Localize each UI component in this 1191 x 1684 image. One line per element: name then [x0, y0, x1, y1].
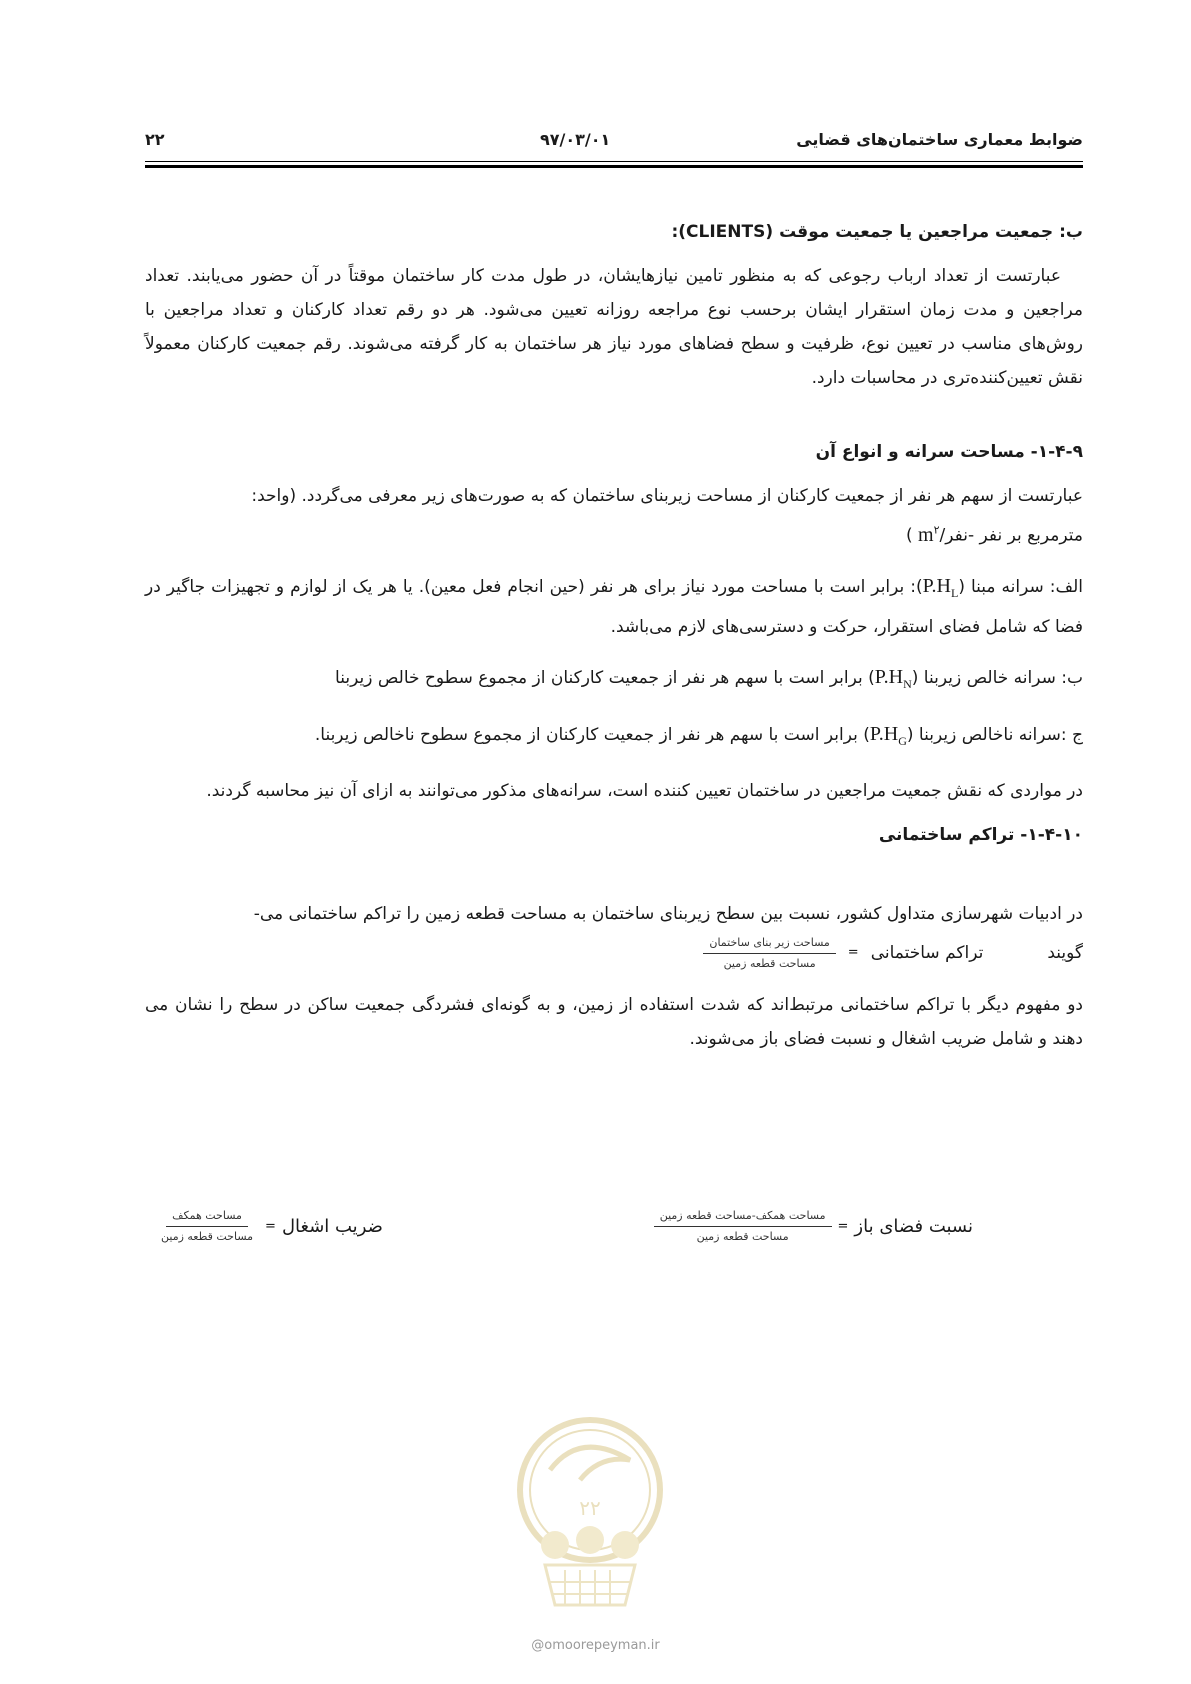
per-capita-heading: ۱-۴-۹- مساحت سرانه و انواع آن [815, 442, 1083, 462]
document-date: ۹۷/۰۳/۰۱ [540, 130, 611, 149]
per-capita-item-c: ج :سرانه ناخالص زیربنا $(P.H_G)$ برابر است با سهم هر نفر از جمعیت کارکنان از مجموع سطوح ناخالص زیربنا. [314, 722, 1083, 748]
per-capita-intro-line1: عبارتست از سهم هر نفر از جمعیت کارکنان از مساحت زیربنای ساختمان که به صورت‌های زیر معرفی می‌گردد. (واحد: [251, 486, 1083, 506]
per-capita-intro: عبارتست از سهم هر نفر از جمعیت کارکنان از مساحت زیربنای ساختمان که به صورت‌های زیر معرفی می‌گردد. (واحد: مترمربع بر نفر $-نفر/m^۲$ ) [251, 486, 1083, 546]
density-paragraph-2: دو مفهوم دیگر با تراکم ساختمانی مرتبط‌اند که شدت استفاده از زمین، و به گونه‌ای فشردگی جمعیت ساکن در سطح را نشان می دهند و شامل ضریب اشغال و نسبت فضای باز می‌شوند. [145, 994, 1083, 1049]
clients-heading: ب: جمعیت مراجعین یا جمعیت موقت (CLIENTS): [671, 222, 1083, 242]
header-rule-thick [145, 165, 1083, 168]
bottom-formulas [145, 1208, 1083, 1278]
page-header [145, 130, 1083, 160]
page-number: ۲۲ [145, 130, 165, 149]
unit-m: $m^۲$ [918, 523, 940, 546]
occupancy-fraction: $\frac{\text{مساحت همکف}}{\text{مساحت قطعه زمین}}$ [161, 1209, 254, 1243]
occupancy-formula: ضریب اشغال = $\frac{\text{مساحت همکف}}{\text{مساحت قطعه زمین}}$ [155, 1208, 383, 1245]
open-space-formula: نسبت فضای باز = $\frac{\text{مساحت همکف-مساحت قطعه زمین}}{\text{مساحت قطعه زمین}}$ [654, 1208, 973, 1245]
document-title: ضوابط معماری ساختمان‌های قضایی [796, 130, 1083, 149]
header-rule-thin [145, 161, 1083, 162]
per-capita-item-b: ب: سرانه خالص زیربنا $(P.H_N)$ برابر است با سهم هر نفر از جمعیت کارکنان از مجموع سطوح خالص زیربنا [335, 665, 1083, 691]
per-capita-intro-line2: مترمربع بر نفر -نفر/ [939, 525, 1083, 546]
seal-page-number: ۲۲ [579, 1496, 601, 1520]
website-watermark: @omoorepeyman.ir [531, 1638, 660, 1653]
density-formula-lead: گویند [1047, 943, 1083, 964]
clients-paragraph: عبارتست از تعداد ارباب رجوعی که به منظور تامین نیازهایشان، در طول مدت کار ساختمان موقتاً در آن حضور می‌یابند. تعداد مراجعین و مدت زمان استقرار ایشان برحسب نوع مراجعه روزانه تعیین می‌شود. هر دو رقم تعداد کارکنان و تعداد مراجعین با روش‌های مناسب در تعیین نوع، ظرفیت و سطح فضاهای مورد نیاز هر ساختمان به کار گرفته می‌شوند. رقم جمعیت کارکنان معمولاً نقش تعیین‌کننده‌تری در محاسبات دارد. [145, 266, 1083, 388]
open-space-fraction: $\frac{\text{مساحت همکف-مساحت قطعه زمین}}{\text{مساحت قطعه زمین}}$ [654, 1208, 832, 1245]
seal-logo [510, 1410, 670, 1620]
density-formula-label: تراکم ساختمانی [870, 943, 984, 964]
density-paragraph-1: در ادبیات شهرسازی متداول کشور، نسبت بین سطح زیربنای ساختمان به مساحت قطعه زمین را تراکم ساختمانی می- [253, 903, 1083, 924]
per-capita-item-a: الف: سرانه مبنا $(P.H_L)$: برابر است با مساحت مورد نیاز برای هر نفر (حین انجام فعل معین). یا هر یک از لوازم و تجهیزات جاگیر در فضا که شامل فضای استقرار، حرکت و دسترسی‌های لازم می‌باشد. [145, 574, 1083, 637]
density-heading: ۱-۴-۱۰- تراکم ساختمانی [878, 824, 1083, 845]
density-fraction: $\frac{\text{مساحت زیر بنای ساختمان}}{\text{مساحت قطعه زمین}}$ [703, 935, 835, 972]
per-capita-closing: در مواردی که نقش جمعیت مراجعین در ساختمان تعیین کننده است، سرانه‌های مذکور می‌توانند به ازای آن نیز محاسبه گردند. [206, 780, 1083, 801]
density-formula: گویند تراکم ساختمانی = $\frac{\text{مساحت زیر بنای ساختمان}}{\text{مساحت قطعه زمین}}$ [145, 935, 1083, 972]
page-body [145, 215, 1083, 1056]
